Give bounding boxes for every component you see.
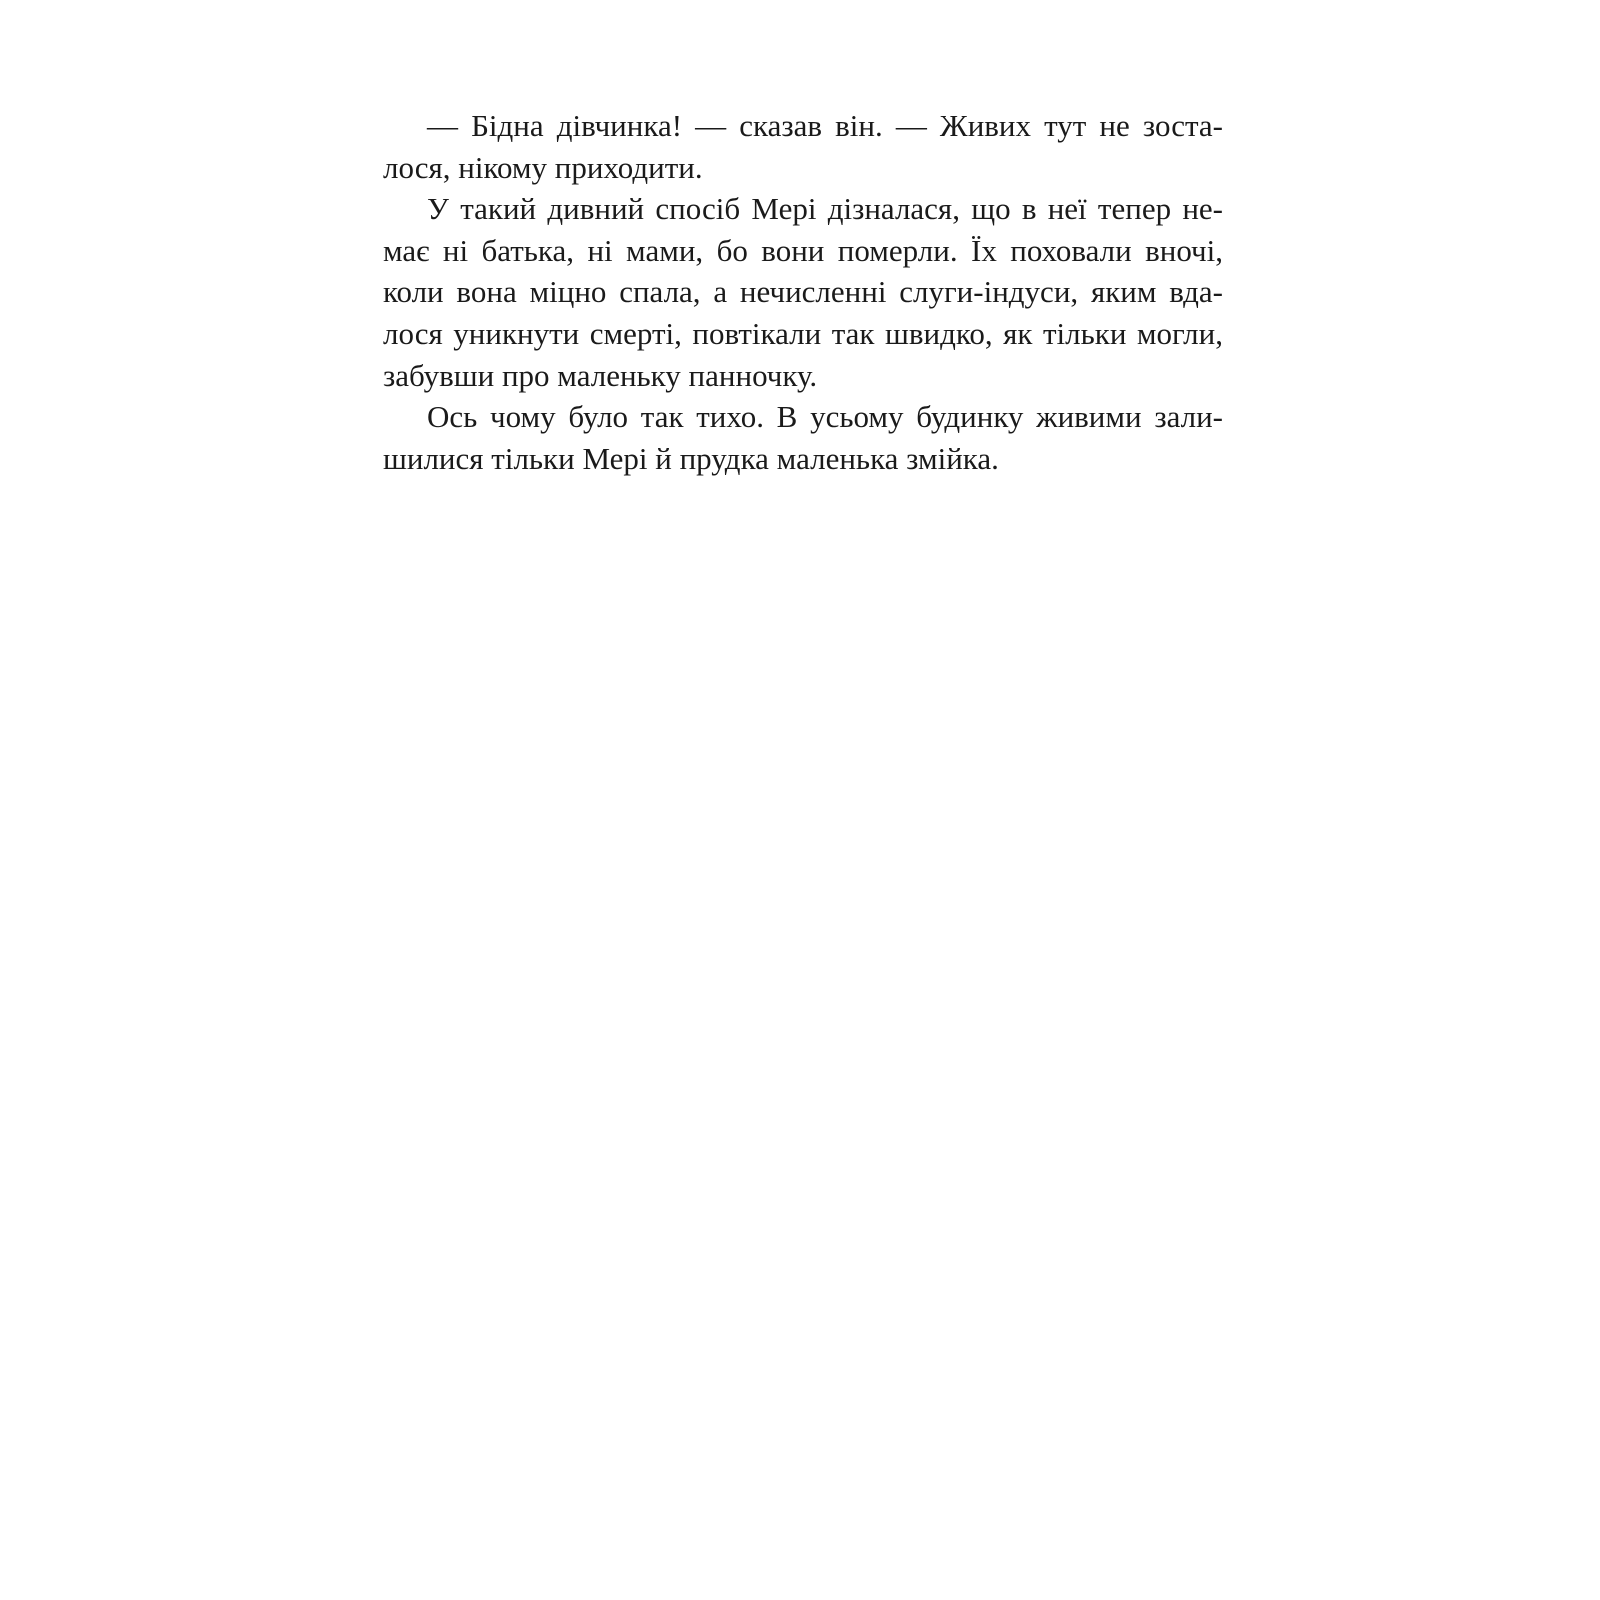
paragraph-2-line-4: лося уникнути смерті, повтікали так швидко, як тільки могли, <box>383 315 1223 351</box>
paragraph-1-line-1: — Бідна дівчинка! — сказав він. — Живих тут не зоста- <box>427 108 1223 143</box>
paragraph-2-line-5: забувши про маленьку панночку. <box>383 357 818 393</box>
paragraph-3-line-1: Ось чому було так тихо. В усьому будинку живими зали- <box>427 399 1223 435</box>
paragraph-3-line-2: шилися тільки Мері й прудка маленька змійка. <box>383 440 999 476</box>
paragraph-2-line-2: має ні батька, ні мами, бо вони померли. Їх поховали вночі, <box>383 232 1223 268</box>
body-text <box>383 105 1223 479</box>
paragraph-1-line-2: лося, нікому приходити. <box>383 149 703 185</box>
paragraph-2-line-1: У такий дивний спосіб Мері дізналася, що в неї тепер не- <box>427 191 1223 227</box>
paragraph-2-line-3: коли вона міцно спала, а нечисленні слуги-індуси, яким вда- <box>383 274 1223 310</box>
